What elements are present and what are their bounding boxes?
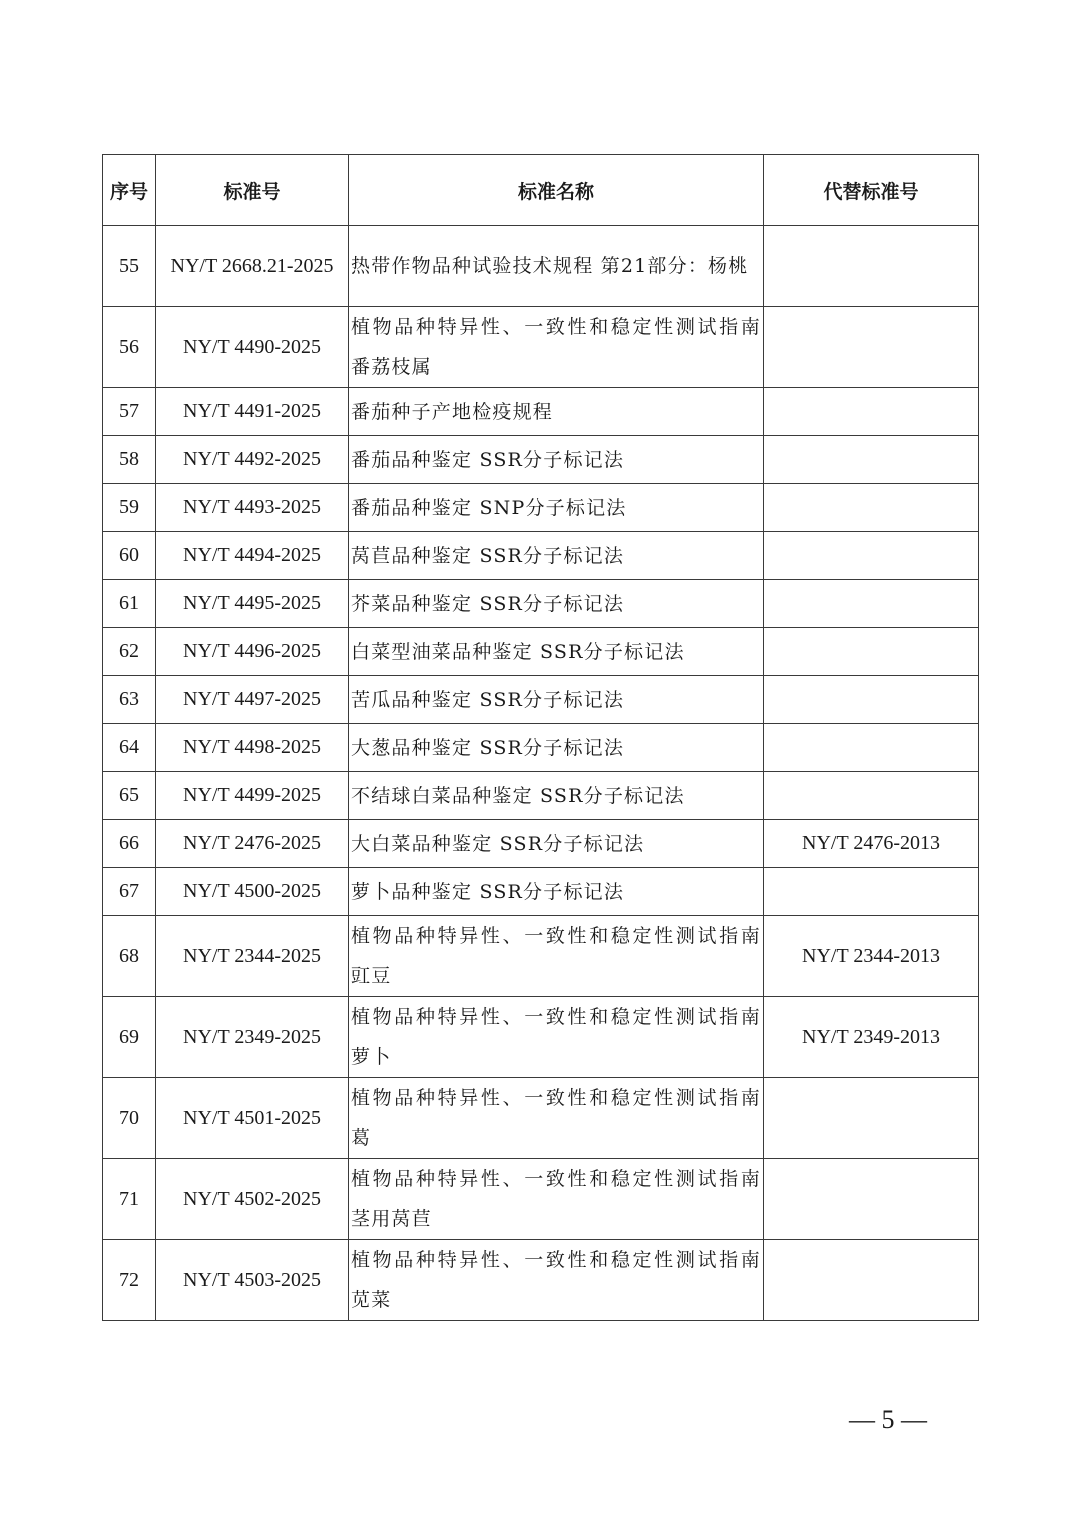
cell-seq: 61 [103,580,156,628]
cell-standard-name: 番茄品种鉴定 SNP分子标记法 [349,484,764,532]
cell-standard-number: NY/T 4492-2025 [156,436,349,484]
cell-seq: 64 [103,724,156,772]
cell-standard-number: NY/T 2344-2025 [156,916,349,997]
cell-standard-number: NY/T 2349-2025 [156,997,349,1078]
cell-seq: 69 [103,997,156,1078]
cell-replaced-standard [764,1078,979,1159]
cell-seq: 62 [103,628,156,676]
cell-replaced-standard [764,724,979,772]
table-row [103,226,979,307]
header-seq: 序号 [103,155,156,226]
table-row [103,772,979,820]
cell-seq: 63 [103,676,156,724]
cell-standard-name: 白菜型油菜品种鉴定 SSR分子标记法 [349,628,764,676]
cell-standard-number: NY/T 4498-2025 [156,724,349,772]
table-row [103,1240,979,1321]
cell-standard-name: 大葱品种鉴定 SSR分子标记法 [349,724,764,772]
cell-standard-number: NY/T 2668.21-2025 [156,226,349,307]
table-header-row [103,155,979,226]
cell-standard-name: 植物品种特异性、一致性和稳定性测试指南 豇豆 [349,916,764,997]
cell-replaced-standard [764,868,979,916]
cell-standard-number: NY/T 4495-2025 [156,580,349,628]
header-standard-name: 标准名称 [349,155,764,226]
cell-standard-name: 不结球白菜品种鉴定 SSR分子标记法 [349,772,764,820]
table-row [103,628,979,676]
table-row [103,676,979,724]
cell-seq: 59 [103,484,156,532]
cell-replaced-standard [764,436,979,484]
table-row [103,868,979,916]
cell-standard-name: 植物品种特异性、一致性和稳定性测试指南 番荔枝属 [349,307,764,388]
cell-seq: 66 [103,820,156,868]
table-row [103,532,979,580]
cell-standard-name: 植物品种特异性、一致性和稳定性测试指南 萝卜 [349,997,764,1078]
table-row [103,580,979,628]
cell-standard-number: NY/T 4499-2025 [156,772,349,820]
cell-standard-name: 植物品种特异性、一致性和稳定性测试指南 苋菜 [349,1240,764,1321]
header-standard-number: 标准号 [156,155,349,226]
table-row [103,1159,979,1240]
table-row [103,436,979,484]
table-row [103,1078,979,1159]
cell-standard-name: 热带作物品种试验技术规程 第21部分：杨桃 [349,226,764,307]
cell-standard-number: NY/T 2476-2025 [156,820,349,868]
cell-standard-name: 植物品种特异性、一致性和稳定性测试指南 葛 [349,1078,764,1159]
cell-standard-number: NY/T 4500-2025 [156,868,349,916]
cell-standard-name: 莴苣品种鉴定 SSR分子标记法 [349,532,764,580]
cell-replaced-standard [764,1159,979,1240]
cell-standard-number: NY/T 4490-2025 [156,307,349,388]
cell-standard-name: 大白菜品种鉴定 SSR分子标记法 [349,820,764,868]
cell-seq: 67 [103,868,156,916]
cell-replaced-standard [764,772,979,820]
table-row [103,916,979,997]
cell-replaced-standard: NY/T 2344-2013 [764,916,979,997]
cell-replaced-standard [764,388,979,436]
cell-standard-name: 苦瓜品种鉴定 SSR分子标记法 [349,676,764,724]
cell-standard-number: NY/T 4502-2025 [156,1159,349,1240]
cell-standard-name: 植物品种特异性、一致性和稳定性测试指南 茎用莴苣 [349,1159,764,1240]
table-row [103,724,979,772]
cell-standard-name: 番茄品种鉴定 SSR分子标记法 [349,436,764,484]
cell-replaced-standard [764,532,979,580]
cell-seq: 70 [103,1078,156,1159]
cell-standard-number: NY/T 4501-2025 [156,1078,349,1159]
cell-standard-number: NY/T 4497-2025 [156,676,349,724]
table-row [103,388,979,436]
cell-replaced-standard [764,628,979,676]
page-number: — 5 — [849,1405,927,1434]
cell-seq: 71 [103,1159,156,1240]
table-row [103,997,979,1078]
table-body [103,226,979,1321]
cell-replaced-standard: NY/T 2476-2013 [764,820,979,868]
cell-standard-name: 萝卜品种鉴定 SSR分子标记法 [349,868,764,916]
cell-standard-number: NY/T 4503-2025 [156,1240,349,1321]
cell-standard-number: NY/T 4494-2025 [156,532,349,580]
cell-seq: 65 [103,772,156,820]
cell-standard-number: NY/T 4493-2025 [156,484,349,532]
cell-replaced-standard: NY/T 2349-2013 [764,997,979,1078]
cell-seq: 60 [103,532,156,580]
cell-seq: 68 [103,916,156,997]
cell-replaced-standard [764,226,979,307]
cell-replaced-standard [764,484,979,532]
header-replaced-standard: 代替标准号 [764,155,979,226]
cell-standard-number: NY/T 4496-2025 [156,628,349,676]
cell-standard-number: NY/T 4491-2025 [156,388,349,436]
cell-seq: 56 [103,307,156,388]
cell-replaced-standard [764,1240,979,1321]
table-row [103,307,979,388]
table-row [103,484,979,532]
cell-seq: 58 [103,436,156,484]
cell-standard-name: 番茄种子产地检疫规程 [349,388,764,436]
cell-seq: 57 [103,388,156,436]
cell-replaced-standard [764,307,979,388]
cell-seq: 55 [103,226,156,307]
cell-replaced-standard [764,676,979,724]
table-row [103,820,979,868]
standards-table [102,154,979,1321]
cell-replaced-standard [764,580,979,628]
cell-seq: 72 [103,1240,156,1321]
cell-standard-name: 芥菜品种鉴定 SSR分子标记法 [349,580,764,628]
